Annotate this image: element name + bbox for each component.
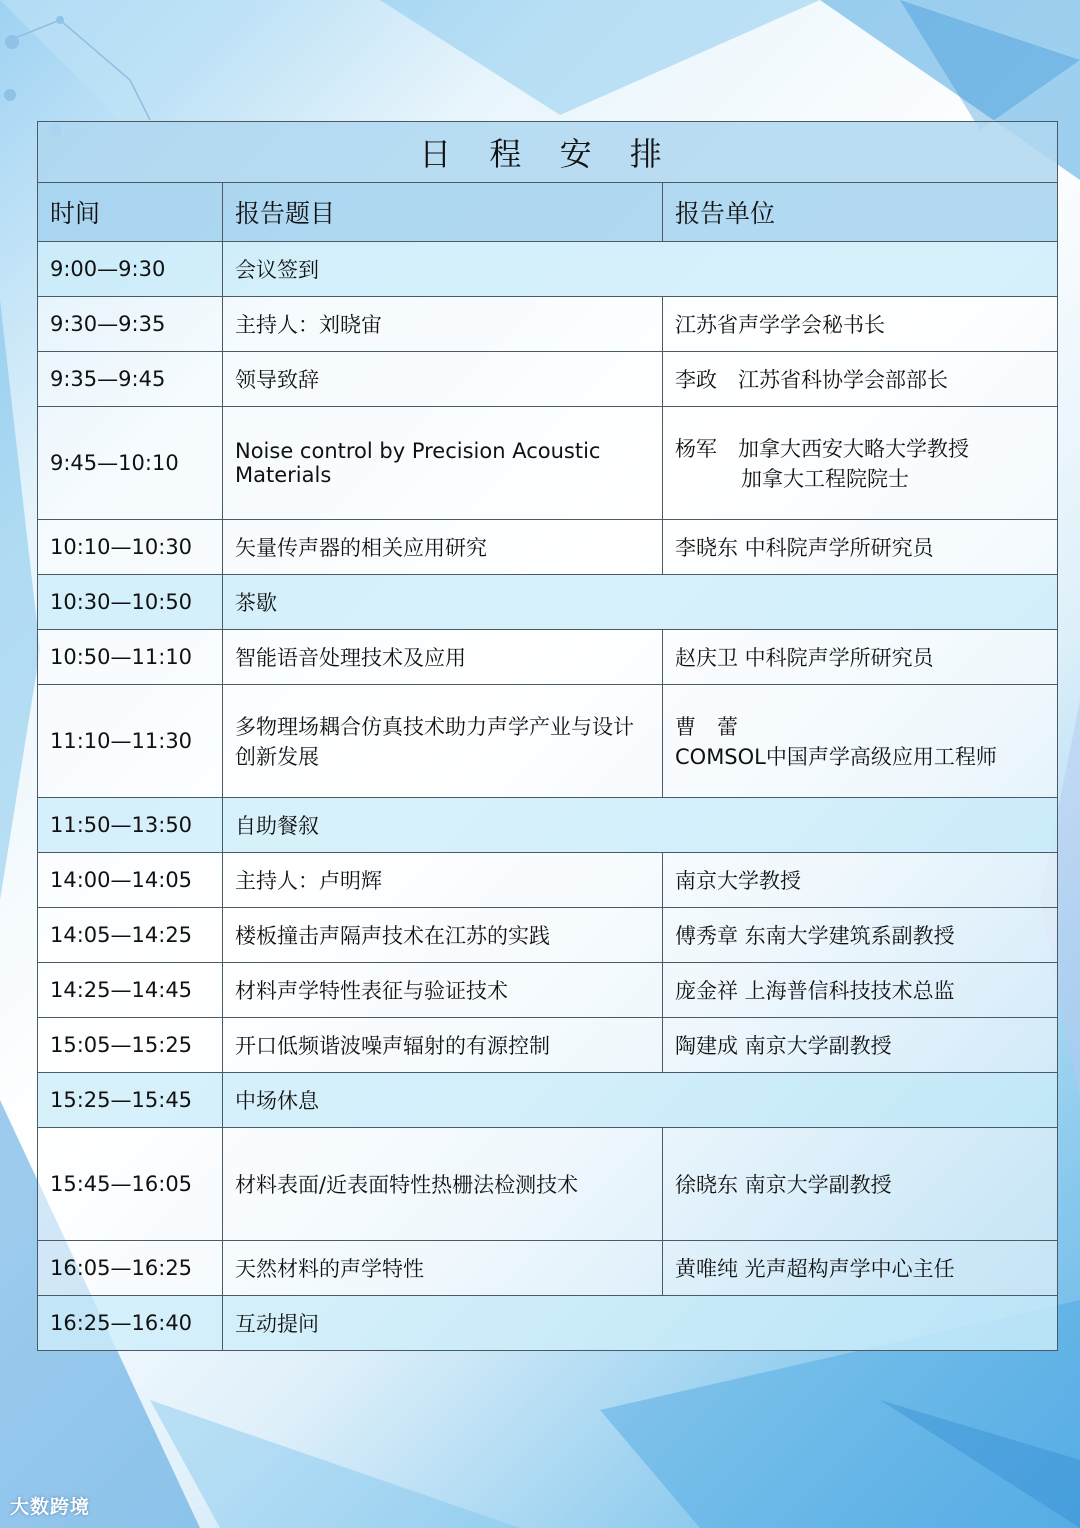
row-affiliation <box>663 963 1058 1018</box>
row-topic: 材料表面/近表面特性热栅法检测技术 <box>223 1128 663 1241</box>
table-row <box>38 575 1058 630</box>
row-affiliation <box>663 1128 1058 1241</box>
affiliation-line-2: COMSOL中国声学高级应用工程师 <box>675 745 997 769</box>
table-row <box>38 1073 1058 1128</box>
table-row <box>38 1296 1058 1351</box>
affiliation-line: 江苏省声学学会秘书长 <box>675 313 885 337</box>
table-row <box>38 1128 1058 1241</box>
row-time: 11:10—11:30 <box>38 685 223 798</box>
row-topic: 主持人：卢明辉 <box>223 853 663 908</box>
row-topic: 茶歇 <box>223 575 1058 630</box>
affiliation-line: 曹 蕾 <box>675 715 738 739</box>
row-time: 10:10—10:30 <box>38 520 223 575</box>
row-time: 9:30—9:35 <box>38 297 223 352</box>
affiliation-line: 李政 江苏省科协学会部部长 <box>675 368 948 392</box>
row-affiliation <box>663 1241 1058 1296</box>
row-topic: 智能语音处理技术及应用 <box>223 630 663 685</box>
row-topic: 互动提问 <box>223 1296 1058 1351</box>
header-topic: 报告题目 <box>223 183 663 242</box>
schedule-header-row <box>38 183 1058 242</box>
affiliation-line: 庞金祥 上海普信科技技术总监 <box>675 979 955 1003</box>
schedule-table <box>37 121 1058 1351</box>
row-topic: 材料声学特性表征与验证技术 <box>223 963 663 1018</box>
row-time: 10:50—11:10 <box>38 630 223 685</box>
row-topic: 开口低频谐波噪声辐射的有源控制 <box>223 1018 663 1073</box>
row-time: 9:00—9:30 <box>38 242 223 297</box>
row-topic: 楼板撞击声隔声技术在江苏的实践 <box>223 908 663 963</box>
row-time: 16:25—16:40 <box>38 1296 223 1351</box>
row-topic: 多物理场耦合仿真技术助力声学产业与设计创新发展 <box>223 685 663 798</box>
row-time: 14:05—14:25 <box>38 908 223 963</box>
affiliation-line-2: 加拿大工程院院士 <box>741 467 909 491</box>
table-row <box>38 853 1058 908</box>
row-time: 16:05—16:25 <box>38 1241 223 1296</box>
table-row <box>38 630 1058 685</box>
header-time: 时间 <box>38 183 223 242</box>
row-affiliation <box>663 685 1058 798</box>
row-affiliation <box>663 520 1058 575</box>
row-topic: 主持人：刘晓宙 <box>223 297 663 352</box>
row-affiliation <box>663 908 1058 963</box>
row-time: 15:05—15:25 <box>38 1018 223 1073</box>
affiliation-line: 陶建成 南京大学副教授 <box>675 1034 892 1058</box>
row-time: 10:30—10:50 <box>38 575 223 630</box>
affiliation-line: 傅秀章 东南大学建筑系副教授 <box>675 924 955 948</box>
row-topic: 领导致辞 <box>223 352 663 407</box>
row-time: 14:00—14:05 <box>38 853 223 908</box>
row-topic: 自助餐叙 <box>223 798 1058 853</box>
table-row <box>38 798 1058 853</box>
row-affiliation <box>663 297 1058 352</box>
row-time: 15:25—15:45 <box>38 1073 223 1128</box>
row-time: 9:45—10:10 <box>38 407 223 520</box>
row-time: 9:35—9:45 <box>38 352 223 407</box>
row-topic: Noise control by Precision Acoustic Materials <box>223 407 663 520</box>
affiliation-line: 赵庆卫 中科院声学所研究员 <box>675 646 934 670</box>
row-affiliation <box>663 853 1058 908</box>
table-row <box>38 297 1058 352</box>
table-row <box>38 685 1058 798</box>
row-topic: 中场休息 <box>223 1073 1058 1128</box>
row-topic: 会议签到 <box>223 242 1058 297</box>
table-row <box>38 352 1058 407</box>
row-topic: 矢量传声器的相关应用研究 <box>223 520 663 575</box>
row-affiliation <box>663 1018 1058 1073</box>
table-row <box>38 1241 1058 1296</box>
schedule-title-row <box>38 122 1058 183</box>
row-time: 15:45—16:05 <box>38 1128 223 1241</box>
row-time: 14:25—14:45 <box>38 963 223 1018</box>
table-row <box>38 520 1058 575</box>
affiliation-line: 李晓东 中科院声学所研究员 <box>675 536 934 560</box>
row-affiliation <box>663 352 1058 407</box>
table-row <box>38 242 1058 297</box>
row-time: 11:50—13:50 <box>38 798 223 853</box>
row-affiliation <box>663 630 1058 685</box>
watermark-logo: 大数跨境 <box>10 1496 91 1518</box>
table-row <box>38 908 1058 963</box>
affiliation-line: 南京大学教授 <box>675 869 801 893</box>
table-row <box>38 1018 1058 1073</box>
table-row <box>38 407 1058 520</box>
affiliation-line: 徐晓东 南京大学副教授 <box>675 1173 892 1197</box>
row-topic: 天然材料的声学特性 <box>223 1241 663 1296</box>
schedule-title: 日 程 安 排 <box>38 122 1058 183</box>
affiliation-line: 黄唯纯 光声超构声学中心主任 <box>675 1257 955 1281</box>
table-row <box>38 963 1058 1018</box>
header-affiliation: 报告单位 <box>663 183 1058 242</box>
row-affiliation <box>663 407 1058 520</box>
affiliation-line: 杨军 加拿大西安大略大学教授 <box>675 437 969 461</box>
